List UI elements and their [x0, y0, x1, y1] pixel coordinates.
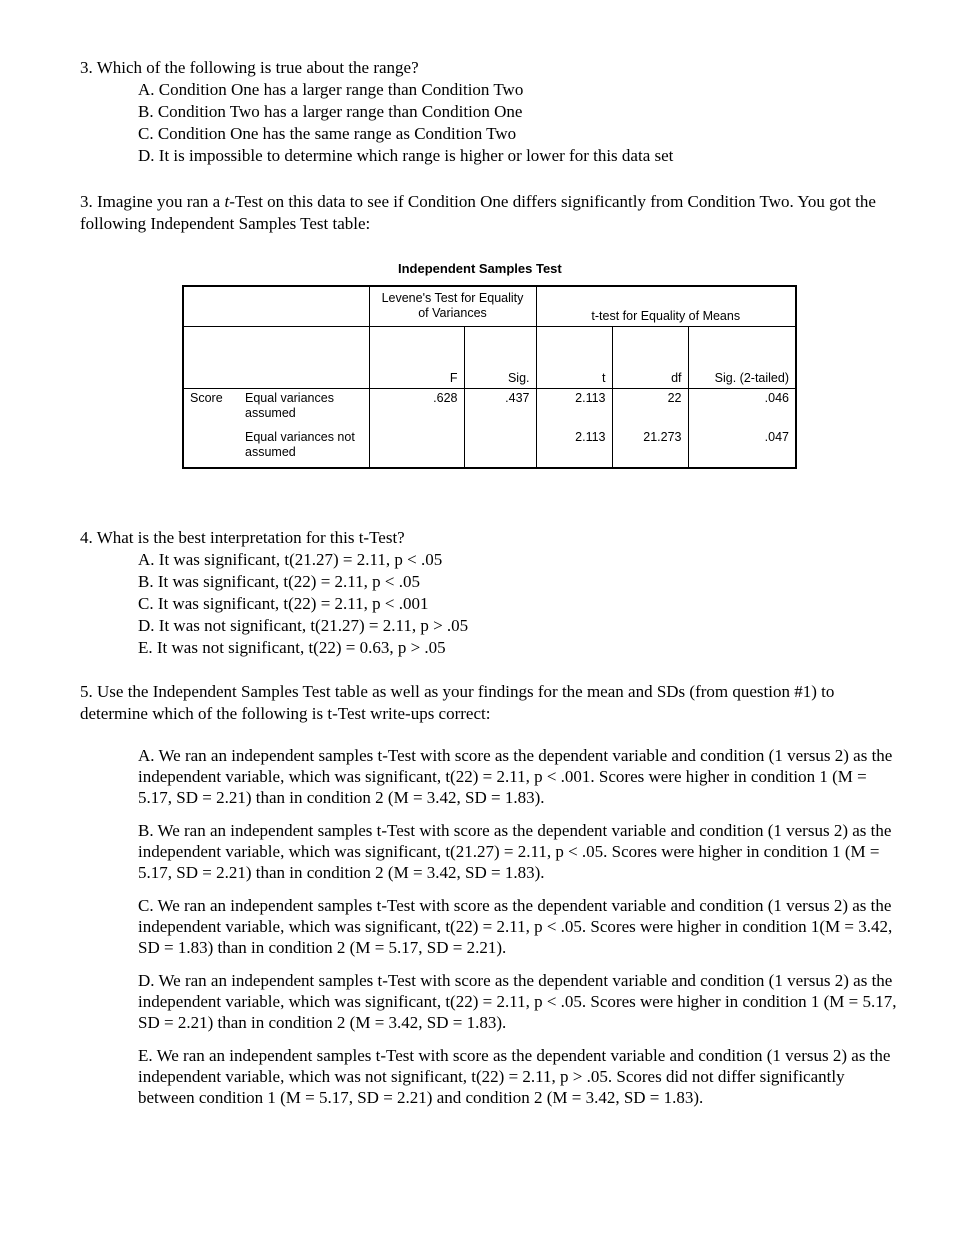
answer-options	[138, 745, 900, 1108]
option-b: B. Condition Two has a larger range than Condition One	[138, 102, 523, 121]
question-5	[80, 681, 900, 1108]
question-stem	[80, 191, 900, 235]
option-b: B. It was significant, t(22) = 2.11, p < .05	[138, 572, 421, 591]
levene-header: Levene's Test for Equality of Variances	[369, 286, 536, 326]
cell-df: 22	[612, 388, 688, 428]
cell-f: .628	[369, 388, 464, 428]
table-title: Independent Samples Test	[398, 261, 562, 276]
stem-part-1: 3. Imagine you ran a	[80, 192, 225, 211]
answer-options	[138, 549, 900, 659]
cell-sig-2tailed: .047	[688, 428, 796, 468]
cell-sig-2tailed: .046	[688, 388, 796, 428]
option-a: A. It was significant, t(21.27) = 2.11, p < .05	[138, 550, 443, 569]
ttest-header: t-test for Equality of Means	[536, 286, 796, 326]
cell-sig-empty	[464, 428, 536, 468]
col-df: df	[612, 326, 688, 388]
question-3-ttest	[80, 191, 900, 505]
cell-t: 2.113	[536, 428, 612, 468]
option-c: C. It was significant, t(22) = 2.11, p < .001	[138, 594, 429, 613]
row-label-equal-assumed: Equal variances assumed	[245, 390, 334, 420]
col-t: t	[536, 326, 612, 388]
option-e: E. We ran an independent samples t-Test with score as the dependent variable and condition (1 versus 2) as the independent variable, which was not significant, t(22) = 2.11, p > .05. Scores did not differ significantly between condition 1 (M = 5.17, SD = 2.21) and condition 2 (M = 3.42, SD = 1.83).	[138, 1046, 891, 1107]
option-d: D. It is impossible to determine which range is higher or lower for this data set	[138, 146, 674, 165]
worksheet-page	[80, 57, 900, 1120]
cell-f-empty	[369, 428, 464, 468]
stem-part-2: -Test on this data to see if Condition One differs significantly from Condition Two. You got the following Independent Samples Test table:	[80, 192, 876, 233]
option-a: A. Condition One has a larger range than Condition Two	[138, 80, 524, 99]
option-c: C. Condition One has the same range as Condition Two	[138, 124, 517, 143]
row-label-equal-not-assumed: Equal variances not assumed	[239, 428, 369, 468]
subheader-blank	[183, 326, 369, 388]
question-4	[80, 527, 900, 659]
question-stem: 3. Which of the following is true about the range?	[80, 58, 419, 77]
col-sig: Sig.	[464, 326, 536, 388]
option-c: C. We ran an independent samples t-Test with score as the dependent variable and condition (1 versus 2) as the independent variable, which was significant, t(22) = 2.11, p < .05. Scores were higher in condition 1(M = 3.42, SD = 1.83) than in condition 2 (M = 5.17, SD = 2.21).	[138, 896, 893, 957]
cell-t: 2.113	[536, 388, 612, 428]
option-a: A. We ran an independent samples t-Test with score as the dependent variable and condition (1 versus 2) as the independent variable, which was significant, t(22) = 2.11, p < .001. Scores were higher in condition 1 (M = 5.17, SD = 2.21) than in condition 2 (M = 3.42, SD = 1.83).	[138, 746, 893, 807]
option-e: E. It was not significant, t(22) = 0.63, p > .05	[138, 638, 446, 657]
row-group-label: Score	[183, 388, 239, 428]
question-3-range	[80, 57, 900, 167]
col-sig-2tailed: Sig. (2-tailed)	[688, 326, 796, 388]
stem-t-italic: t	[224, 192, 230, 211]
cell-df: 21.273	[612, 428, 688, 468]
cell-sig: .437	[464, 388, 536, 428]
independent-samples-table	[182, 285, 797, 469]
table-row	[183, 428, 796, 468]
option-b: B. We ran an independent samples t-Test with score as the dependent variable and condition (1 versus 2) as the independent variable, which was significant, t(21.27) = 2.11, p < .05. Scores were higher in condition 1 (M = 5.17, SD = 2.21) than in condition 2 (M = 3.42, SD = 1.83).	[138, 821, 892, 882]
spss-output	[80, 235, 900, 505]
table-row	[183, 388, 796, 428]
question-stem: 5. Use the Independent Samples Test table as well as your findings for the mean and SDs (from question #1) to determine which of the following is t-Test write-ups correct:	[80, 682, 835, 723]
question-stem: 4. What is the best interpretation for this t-Test?	[80, 528, 405, 547]
option-d: D. We ran an independent samples t-Test with score as the dependent variable and condition (1 versus 2) as the independent variable, which was significant, t(22) = 2.11, p < .05. Scores were higher in condition 1 (M = 5.17, SD = 2.21) than in condition 2 (M = 3.42, SD = 1.83).	[138, 971, 897, 1032]
col-f: F	[369, 326, 464, 388]
answer-options	[138, 79, 900, 167]
option-d: D. It was not significant, t(21.27) = 2.11, p > .05	[138, 616, 469, 635]
row-group-blank	[183, 428, 239, 468]
header-blank	[183, 286, 369, 326]
